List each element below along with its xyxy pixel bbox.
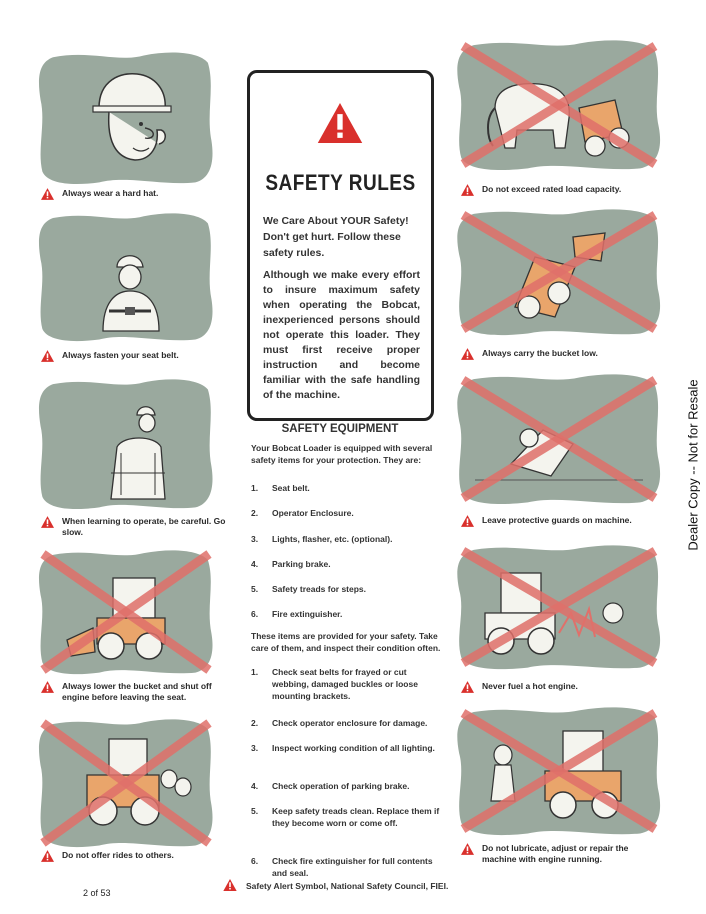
safety-rules-title: SAFETY RULES: [265, 171, 416, 196]
item-number: 1.: [251, 483, 259, 493]
caption-text: Always wear a hard hat.: [62, 188, 159, 198]
alert-triangle-icon: [461, 348, 474, 360]
panel-bucket-low: [455, 207, 663, 358]
item-text: Inspect working condition of all lighting.: [272, 743, 435, 753]
safety-equipment-intro: Your Bobcat Loader is equipped with several safety items for your protection. They are:: [251, 443, 433, 465]
operator-illustration: [37, 377, 215, 511]
caption-text: Do not exceed rated load capacity.: [482, 184, 622, 194]
alert-triangle-icon: [41, 681, 54, 693]
caption-text: Always lower the bucket and shut off engine before leaving the seat.: [62, 681, 212, 702]
footer-note: Safety Alert Symbol, National Safety Council, FIEI.: [246, 881, 449, 891]
alert-triangle-icon: [41, 850, 54, 862]
caption-text: Do not offer rides to others.: [62, 850, 174, 860]
caption-text: Do not lubricate, adjust or repair the machine with engine running.: [482, 843, 629, 864]
safety-rules-intro: We Care About YOUR Safety! Don't get hurt. Follow these safety rules.: [263, 215, 409, 259]
safety-rules-box: [247, 70, 434, 421]
prohibited-cross-icon: [455, 207, 663, 337]
panel-load-capacity: [455, 38, 663, 194]
prohibited-cross-icon: [455, 372, 663, 506]
caption-text: Always fasten your seat belt.: [62, 350, 179, 360]
item-text: Seat belt.: [272, 483, 310, 493]
seat-belt-worker-illustration: [37, 211, 215, 343]
panel-hot-engine: [455, 543, 663, 691]
alert-triangle-icon: [223, 879, 237, 891]
alert-triangle-icon: [41, 516, 54, 528]
prohibited-cross-icon: [37, 548, 215, 676]
item-number: 3.: [251, 743, 259, 753]
caption-text: Always carry the bucket low.: [482, 348, 598, 358]
prohibited-cross-icon: [455, 38, 663, 172]
dealer-copy-watermark: Dealer Copy -- Not for Resale: [685, 379, 701, 551]
prohibited-cross-icon: [37, 717, 215, 849]
prohibited-cross-icon: [455, 705, 663, 837]
alert-triangle-icon: [41, 188, 54, 200]
alert-triangle-icon: [317, 103, 363, 143]
hard-hat-worker-illustration: [37, 50, 215, 186]
item-text: Check operator enclosure for damage.: [272, 718, 428, 728]
alert-triangle-icon: [461, 681, 474, 693]
item-text: Lights, flasher, etc. (optional).: [272, 534, 393, 544]
alert-triangle-icon: [461, 843, 474, 855]
item-text: Fire extinguisher.: [272, 609, 343, 619]
item-number: 2.: [251, 718, 259, 728]
item-text: Check seat belts for frayed or cut webbing, damaged buckles or loose mounting brackets.: [272, 667, 418, 701]
item-number: 6.: [251, 609, 259, 619]
item-number: 3.: [251, 534, 259, 544]
panel-seat-belt: [37, 211, 215, 360]
safety-rules-body: Although we make every effort to insure maximum safety when operating the Bobcat, inexperienced persons should not operate this loader. They must first receive proper instruction and become familiar with the safe handling of the machine.: [263, 269, 420, 401]
item-text: Parking brake.: [272, 559, 331, 569]
panel-lower-bucket: [37, 548, 215, 702]
item-text: Operator Enclosure.: [272, 508, 354, 518]
safety-equipment-title: SAFETY EQUIPMENT: [281, 423, 399, 435]
safety-equipment-care-text: These items are provided for your safety. Take care of them, and inspect their condition often.: [251, 631, 441, 653]
panel-guards: [455, 372, 663, 525]
alert-triangle-icon: [41, 350, 54, 362]
item-number: 2.: [251, 508, 259, 518]
prohibited-cross-icon: [455, 543, 663, 671]
item-number: 1.: [251, 667, 259, 677]
item-number: 6.: [251, 856, 259, 866]
panel-lubricate: [455, 705, 663, 864]
item-number: 5.: [251, 584, 259, 594]
panel-no-rides: [37, 717, 215, 860]
panel-hard-hat: [37, 50, 215, 198]
item-number: 4.: [251, 781, 259, 791]
page-number: 2 of 53: [83, 888, 111, 898]
caption-text: Never fuel a hot engine.: [482, 681, 578, 691]
item-text: Check fire extinguisher for full contents and seal.: [272, 856, 433, 878]
caption-text: Leave protective guards on machine.: [482, 515, 632, 525]
item-number: 5.: [251, 806, 259, 816]
alert-triangle-icon: [461, 515, 474, 527]
item-text: Keep safety treads clean. Replace them if they become worn or come off.: [272, 806, 440, 828]
alert-triangle-icon: [461, 184, 474, 196]
caption-text: When learning to operate, be careful. Go slow.: [62, 516, 226, 537]
item-text: Safety treads for steps.: [272, 584, 367, 594]
panel-learning: [37, 377, 226, 537]
item-number: 4.: [251, 559, 259, 569]
item-text: Check operation of parking brake.: [272, 781, 410, 791]
